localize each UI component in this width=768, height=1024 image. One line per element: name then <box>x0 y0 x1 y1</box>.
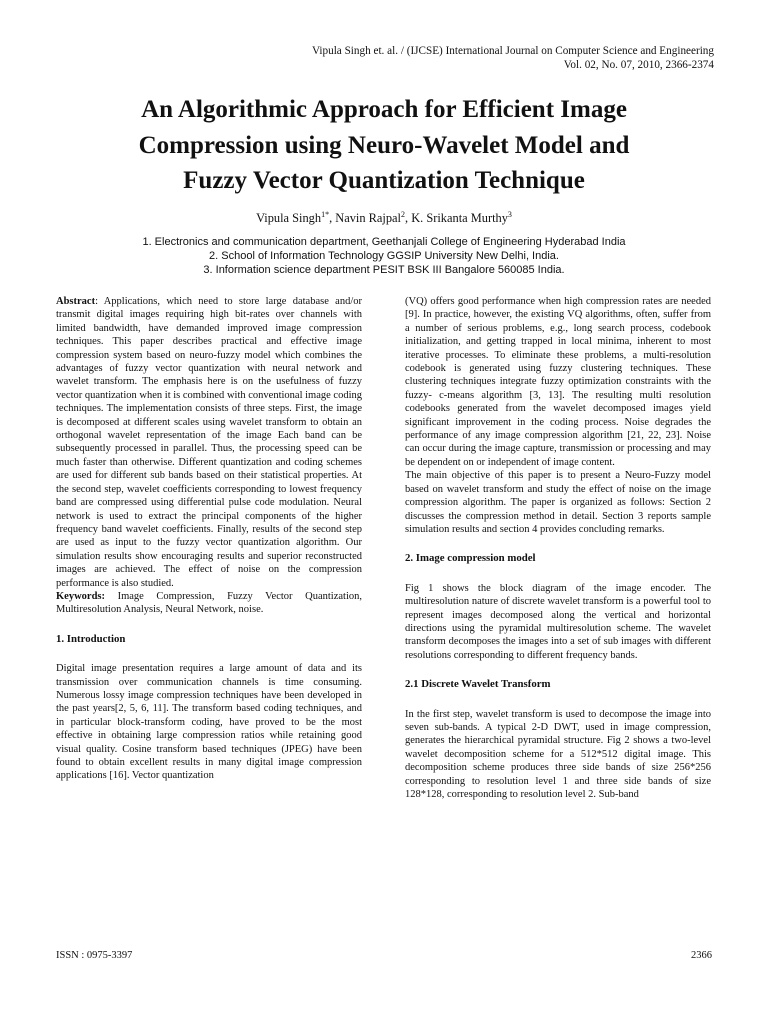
title-line-2: Compression using Neuro-Wavelet Model and <box>138 131 630 159</box>
section-heading-image-compression-model: 2. Image compression model <box>405 552 536 565</box>
section-heading-dwt: 2.1 Discrete Wavelet Transform <box>405 678 551 691</box>
title-line-1: An Algorithmic Approach for Efficient Image <box>141 96 627 123</box>
journal-header-line1: Vipula Singh et. al. / (IJCSE) International Journal on Computer Science and Engineering <box>312 45 714 57</box>
left-column <box>56 295 362 783</box>
page-footer <box>56 950 712 961</box>
issn: ISSN : 0975-3397 <box>56 950 133 961</box>
author-2: Navin Rajpal <box>335 211 401 226</box>
affiliations <box>0 235 768 278</box>
affiliation-1: 1. Electronics and communication department, Geethanjali College of Engineering Hyderabad India <box>142 236 626 248</box>
journal-header-line2: Vol. 02, No. 07, 2010, 2366-2374 <box>563 59 714 71</box>
keywords-label: Keywords: <box>56 590 105 602</box>
page-number: 2366 <box>691 950 712 961</box>
right-paragraph-1: (VQ) offers good performance when high compression rates are needed [9]. In practice, however, the existing VQ algorithms, often, suffer from a number of serious problems, e.g., long search process, codebook initialization, and getting trapped in local minima, inherent to most iterative processes. To eliminate these problems, a multi-resolution codebook is generated using fuzzy clustering techniques. These clustering techniques integrate fuzzy optimization constraints with the fuzzy- c-means algorithm [3, 13]. The resulting multi resolution codebooks generated from the wavelet decomposed images yield significant improvement in the coding process. Noise degrades the performance of any image compression algorithm [21, 22, 23]. Noise can occur during the image capture, transmission or processing and may be dependent on or independent of image content. <box>405 296 711 468</box>
keywords-paragraph <box>56 590 362 617</box>
affiliation-2: 2. School of Information Technology GGSIP University New Delhi, India. <box>209 250 559 263</box>
author-3: K. Srikanta Murthy <box>411 211 508 226</box>
keywords-text: Image Compression, Fuzzy Vector Quantization, Multiresolution Analysis, Neural Network, noise. <box>56 590 362 616</box>
journal-header <box>312 44 714 72</box>
author-list: Vipula Singh$^{1*}$, Navin Rajpal$^2$, K. Srikanta Murthy$^3$ <box>256 210 512 226</box>
affiliation-3: 3. Information science department PESIT BSK III Bangalore 560085 India. <box>203 264 565 277</box>
section-heading-introduction: 1. Introduction <box>56 632 126 645</box>
author-2-affil: 2 <box>401 210 405 219</box>
abstract-paragraph <box>56 295 362 590</box>
section-2-text: Fig 1 shows the block diagram of the image encoder. The multiresolution nature of discrete wavelet transform is a powerful tool to represent images decomposed along the vertical and horizontal directions using the pyramidal multiresolution scheme. The wavelet transform decomposes the images into a set of sub images with different resolutions corresponding to different frequency bands. <box>405 582 711 661</box>
right-column <box>405 295 711 801</box>
author-3-affil: 3 <box>507 210 512 219</box>
right-paragraph-2: The main objective of this paper is to present a Neuro-Fuzzy model based on wavelet transform and study the effect of noise on the image compression algorithm. The paper is organized as follows: Section 2 discusses the compression method in detail. Section 3 reports sample simulation results and section 4 provides concluding remarks. <box>405 470 711 535</box>
title-line-3: Fuzzy Vector Quantization Technique <box>183 167 585 194</box>
introduction-text: Digital image presentation requires a large amount of data and its transmission over communication channels is time consuming. Numerous lossy image compression techniques have been developed in the past years[2, 5, 6, 11]. The transform based coding techniques, and in particular block-transform coding, have proved to be the most effective in obtaining large compression ratios while retaining good visual quality. Cosine transform based techniques (JPEG) have been found to obtain excellent results in many digital image compression applications [16]. Vector quantization <box>56 663 362 782</box>
abstract-label: Abstract <box>56 296 96 307</box>
section-2-1-text: In the first step, wavelet transform is used to decompose the image into seven sub-bands. A typical 2-D DWT, used in image compression, generates the hierarchical pyramidal structure. Fig 2 shows a two-level wavelet decomposition scheme for a 512*512 digital image. This decomposition scheme produces three side bands of size 256*256 corresponding to resolution level 1 and three side bands of size 128*128, corresponding to resolution level 2. Sub-band <box>405 708 711 800</box>
abstract-text: : Applications, which need to store large database and/or transmit digital images requiring high bit-rates over channels with limited bandwidth, have demanded improved image compression techniques. This paper describes practical and effective image compression system based on neuro-fuzzy model which combines the advantages of fuzzy vector quantization with neural network and wavelet transform. The emphasis here is on the usefulness of fuzzy vector quantization when it is combined with conventional image coding techniques. The implementation consists of three steps. First, the image is decomposed at different scales using wavelet transform to obtain an orthogonal wavelet representation of the image Each band can be subsequently processed in parallel. Thus, the processing speed can be much faster than otherwise. Different quantization and coding schemes are used for different sub bands based on their statistical properties. At the second step, wavelet coefficients corresponding to lowest frequency band are compressed using differential pulse code modulation. Neural network is used to extract the principal components of the higher frequency band wavelet coefficients. Finally, results of the second step are used as input to the fuzzy vector quantization algorithm. Our simulation results show encouraging results and superior reconstructed images are achieved. The effect of noise on the compression performance is also studied. <box>56 296 362 589</box>
author-1: Vipula Singh <box>256 211 322 226</box>
paper-title <box>40 92 728 199</box>
author-1-affil: 1* <box>321 210 330 219</box>
